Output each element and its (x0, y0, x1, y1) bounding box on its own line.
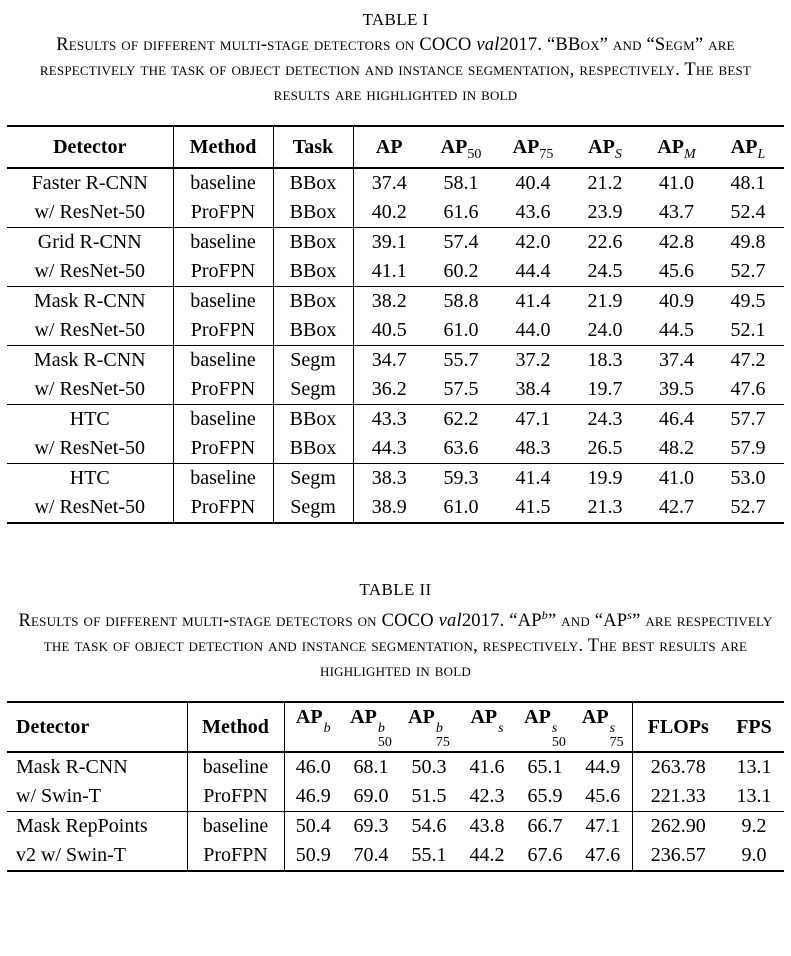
value-cell: 41.0 (641, 464, 712, 494)
value-cell: 42.3 (469, 785, 505, 808)
value-cell: 50.3 (411, 756, 447, 779)
task-cell: BBox (273, 405, 353, 435)
detector-cell: Faster R-CNN (31, 172, 148, 194)
value-cell: 57.9 (730, 437, 766, 459)
value-cell: 43.8 (458, 812, 516, 842)
table2-caption-sup-s: s (627, 608, 633, 622)
table2-header-row (7, 702, 784, 752)
table2-col-method: Method (187, 702, 284, 752)
table-row (7, 346, 784, 376)
value-cell: 52.7 (730, 260, 766, 282)
value-cell: 38.3 (353, 464, 425, 494)
value-cell: 44.5 (659, 319, 694, 341)
task-cell: BBox (273, 434, 353, 464)
method-cell: baseline (173, 464, 273, 494)
value-cell: 49.5 (712, 287, 784, 317)
method-cell: ProFPN (173, 375, 273, 405)
flops-cell: 263.78 (632, 752, 724, 782)
value-cell: 34.7 (353, 346, 425, 376)
value-cell: 45.6 (659, 260, 694, 282)
task-cell: BBox (273, 287, 353, 317)
value-cell: 52.4 (730, 201, 766, 223)
table-row (7, 464, 784, 494)
table1-col-ap: AP (353, 126, 425, 168)
table2-caption-text-3: ” and “AP (547, 611, 628, 632)
table-row (7, 405, 784, 435)
value-cell: 57.4 (425, 228, 497, 258)
value-cell: 22.6 (569, 228, 641, 258)
value-cell: 44.0 (515, 319, 551, 341)
value-cell: 65.9 (527, 785, 563, 808)
value-cell: 46.9 (284, 782, 342, 812)
table1-header-row (7, 126, 784, 168)
table2-title: TABLE II (359, 580, 432, 599)
table2-col-apb75: AP b 75 (400, 702, 458, 752)
table2-caption-sup-b: b (541, 608, 548, 622)
value-cell: 38.9 (353, 493, 425, 523)
value-cell: 41.1 (353, 257, 425, 287)
method-cell: baseline (187, 812, 284, 842)
flops-cell: 236.57 (632, 841, 724, 871)
value-cell: 47.1 (574, 812, 632, 842)
value-cell: 41.4 (497, 464, 569, 494)
value-cell: 44.2 (469, 844, 505, 867)
method-cell: baseline (173, 168, 273, 198)
detector-cell: HTC (7, 464, 173, 494)
table2-caption (15, 603, 777, 684)
fps-cell: 9.2 (724, 812, 784, 842)
task-cell: BBox (273, 228, 353, 258)
value-cell: 21.9 (569, 287, 641, 317)
value-cell: 40.2 (353, 198, 425, 228)
value-cell: 54.6 (400, 812, 458, 842)
value-cell: 48.3 (515, 437, 551, 459)
value-cell: 69.3 (342, 812, 400, 842)
table1-col-aps: $AP_S$ (569, 126, 641, 168)
detector-cell: w/ ResNet-50 (34, 496, 146, 518)
value-cell: 41.4 (497, 287, 569, 317)
table-row (7, 812, 784, 842)
table1-col-apl: $AP_L$ (712, 126, 784, 168)
method-cell: ProFPN (173, 198, 273, 228)
value-cell: 43.7 (659, 201, 694, 223)
value-cell: 41.6 (469, 756, 505, 779)
table1-col-method: Method (173, 126, 273, 168)
value-cell: 21.3 (587, 496, 623, 518)
value-cell: 50.9 (284, 841, 342, 871)
value-cell: 26.5 (587, 437, 623, 459)
value-cell: 69.0 (353, 785, 389, 808)
table-row (7, 434, 784, 464)
value-cell: 19.7 (587, 378, 623, 400)
value-cell: 44.3 (353, 434, 425, 464)
value-cell: 41.0 (659, 172, 694, 194)
table1-col-ap50: $AP_{50}$ (425, 126, 497, 168)
value-cell: 37.4 (641, 346, 712, 376)
task-cell: BBox (273, 168, 353, 198)
value-cell: 50.4 (284, 812, 342, 842)
value-cell: 58.8 (425, 287, 497, 317)
value-cell: 57.5 (443, 378, 479, 400)
task-cell: Segm (273, 464, 353, 494)
value-cell: 42.8 (641, 228, 712, 258)
table2-col-fps: FPS (724, 702, 784, 752)
value-cell: 63.6 (443, 437, 479, 459)
value-cell: 43.3 (353, 405, 425, 435)
value-cell: 24.3 (569, 405, 641, 435)
flops-cell: 221.33 (632, 782, 724, 812)
task-cell: Segm (273, 346, 353, 376)
value-cell: 59.3 (425, 464, 497, 494)
flops-cell: 262.90 (632, 812, 724, 842)
value-cell: 47.6 (730, 378, 766, 400)
value-cell: 53.0 (712, 464, 784, 494)
value-cell: 42.0 (497, 228, 569, 258)
table2-col-aps: AP s (458, 702, 516, 752)
value-cell: 48.2 (659, 437, 694, 459)
detector-cell: Grid R-CNN (7, 228, 173, 258)
value-cell: 38.2 (353, 287, 425, 317)
method-cell: ProFPN (173, 493, 273, 523)
table1-col-apm: $AP_M$ (641, 126, 712, 168)
value-cell: 55.1 (411, 844, 447, 867)
value-cell: 49.8 (712, 228, 784, 258)
value-cell: 37.2 (497, 346, 569, 376)
value-cell: 24.5 (587, 260, 623, 282)
table2-col-detector: Detector (7, 702, 187, 752)
value-cell: 41.5 (515, 496, 551, 518)
table1-col-ap75: $AP_{75}$ (497, 126, 569, 168)
value-cell: 46.4 (641, 405, 712, 435)
table2-col-aps75: AP s 75 (574, 702, 632, 752)
table1-caption-text: Results of different multi-stage detectors on COCO (56, 35, 477, 55)
value-cell: 38.4 (515, 378, 551, 400)
value-cell: 61.0 (443, 496, 479, 518)
value-cell: 45.6 (585, 785, 621, 808)
table2-col-flops: FLOPs (632, 702, 724, 752)
value-cell: 40.5 (353, 316, 425, 346)
task-cell: BBox (273, 198, 353, 228)
detector-cell: v2 w/ Swin-T (16, 844, 126, 867)
table2-col-apb50: AP b 50 (342, 702, 400, 752)
detector-cell: w/ ResNet-50 (34, 437, 146, 459)
value-cell: 51.5 (411, 785, 447, 808)
value-cell: 18.3 (569, 346, 641, 376)
method-cell: baseline (187, 752, 284, 782)
value-cell: 24.0 (587, 319, 623, 341)
table1-col-detector: Detector (7, 126, 173, 168)
value-cell: 40.4 (515, 172, 551, 194)
table1-col-task: Task (273, 126, 353, 168)
table1-title: TABLE I (362, 10, 429, 29)
table1-section (0, 8, 791, 524)
method-cell: ProFPN (187, 782, 284, 812)
table-row (7, 168, 784, 198)
value-cell: 58.1 (443, 172, 479, 194)
value-cell: 62.2 (425, 405, 497, 435)
task-cell: BBox (273, 316, 353, 346)
table2-caption-text: Results of different multi-stage detectors on COCO (18, 611, 439, 632)
detector-cell: Mask R-CNN (7, 287, 173, 317)
value-cell: 66.7 (516, 812, 574, 842)
value-cell: 52.7 (730, 496, 766, 518)
value-cell: 44.9 (585, 756, 621, 779)
value-cell: 42.7 (659, 496, 694, 518)
table2-caption-val-italic: val (438, 611, 462, 632)
value-cell: 47.1 (497, 405, 569, 435)
value-cell: 47.6 (585, 844, 621, 867)
task-cell: BBox (273, 257, 353, 287)
value-cell: 39.1 (353, 228, 425, 258)
value-cell: 36.2 (353, 375, 425, 405)
detector-cell: w/ ResNet-50 (34, 319, 146, 341)
value-cell: 37.4 (353, 168, 425, 198)
method-cell: baseline (173, 405, 273, 435)
detector-cell: w/ ResNet-50 (34, 260, 146, 282)
value-cell: 23.9 (587, 201, 623, 223)
table2-caption-text-4: ” are respectively the task of object detection and instance segmentation, respectively. The best results are highlighted in bold (43, 611, 773, 682)
value-cell: 47.2 (712, 346, 784, 376)
detector-cell: Mask R-CNN (16, 756, 128, 779)
value-cell: 61.0 (443, 319, 479, 341)
method-cell: baseline (173, 228, 273, 258)
table2 (7, 701, 784, 872)
value-cell: 57.7 (712, 405, 784, 435)
table-row (7, 198, 784, 228)
detector-cell: HTC (7, 405, 173, 435)
value-cell: 43.6 (515, 201, 551, 223)
value-cell: 19.9 (569, 464, 641, 494)
value-cell: 48.1 (730, 172, 766, 194)
table-row (7, 228, 784, 258)
task-cell: Segm (273, 493, 353, 523)
table1 (7, 125, 784, 524)
value-cell: 40.9 (641, 287, 712, 317)
value-cell: 21.2 (587, 172, 623, 194)
detector-cell: w/ ResNet-50 (34, 201, 146, 223)
table-row (7, 493, 784, 523)
method-cell: baseline (173, 287, 273, 317)
table-row (7, 782, 784, 812)
table-row (7, 752, 784, 782)
fps-cell: 9.0 (741, 844, 767, 867)
method-cell: ProFPN (187, 841, 284, 871)
value-cell: 39.5 (659, 378, 694, 400)
table-row (7, 375, 784, 405)
detector-cell: w/ ResNet-50 (34, 378, 146, 400)
value-cell: 70.4 (353, 844, 389, 867)
fps-cell: 13.1 (736, 785, 772, 808)
value-cell: 61.6 (443, 201, 479, 223)
value-cell: 67.6 (527, 844, 563, 867)
table2-col-apb: AP b (284, 702, 342, 752)
detector-cell: Mask RepPoints (7, 812, 187, 842)
detector-cell: w/ Swin-T (16, 785, 101, 808)
table-row (7, 287, 784, 317)
table-row (7, 316, 784, 346)
table1-caption (15, 33, 777, 108)
table2-section (0, 578, 791, 872)
table2-col-aps50: AP s 50 (516, 702, 574, 752)
table-row (7, 257, 784, 287)
value-cell: 68.1 (353, 756, 389, 779)
task-cell: Segm (273, 375, 353, 405)
value-cell: 65.1 (527, 756, 563, 779)
value-cell: 46.0 (284, 752, 342, 782)
method-cell: ProFPN (173, 434, 273, 464)
table1-caption-text-2: 2017. “BBox” and “Segm” are respectively the task of object detection and instance segmentation, respectively. The best results are highlighted in bold (39, 35, 752, 105)
table1-caption-val-italic: val (476, 35, 500, 55)
value-cell: 55.7 (425, 346, 497, 376)
method-cell: baseline (173, 346, 273, 376)
fps-cell: 13.1 (736, 756, 772, 779)
method-cell: ProFPN (173, 316, 273, 346)
value-cell: 60.2 (443, 260, 479, 282)
value-cell: 52.1 (730, 319, 766, 341)
value-cell: 44.4 (515, 260, 551, 282)
method-cell: ProFPN (173, 257, 273, 287)
table-row (7, 841, 784, 871)
detector-cell: Mask R-CNN (7, 346, 173, 376)
table2-caption-text-2: 2017. “AP (461, 611, 542, 632)
